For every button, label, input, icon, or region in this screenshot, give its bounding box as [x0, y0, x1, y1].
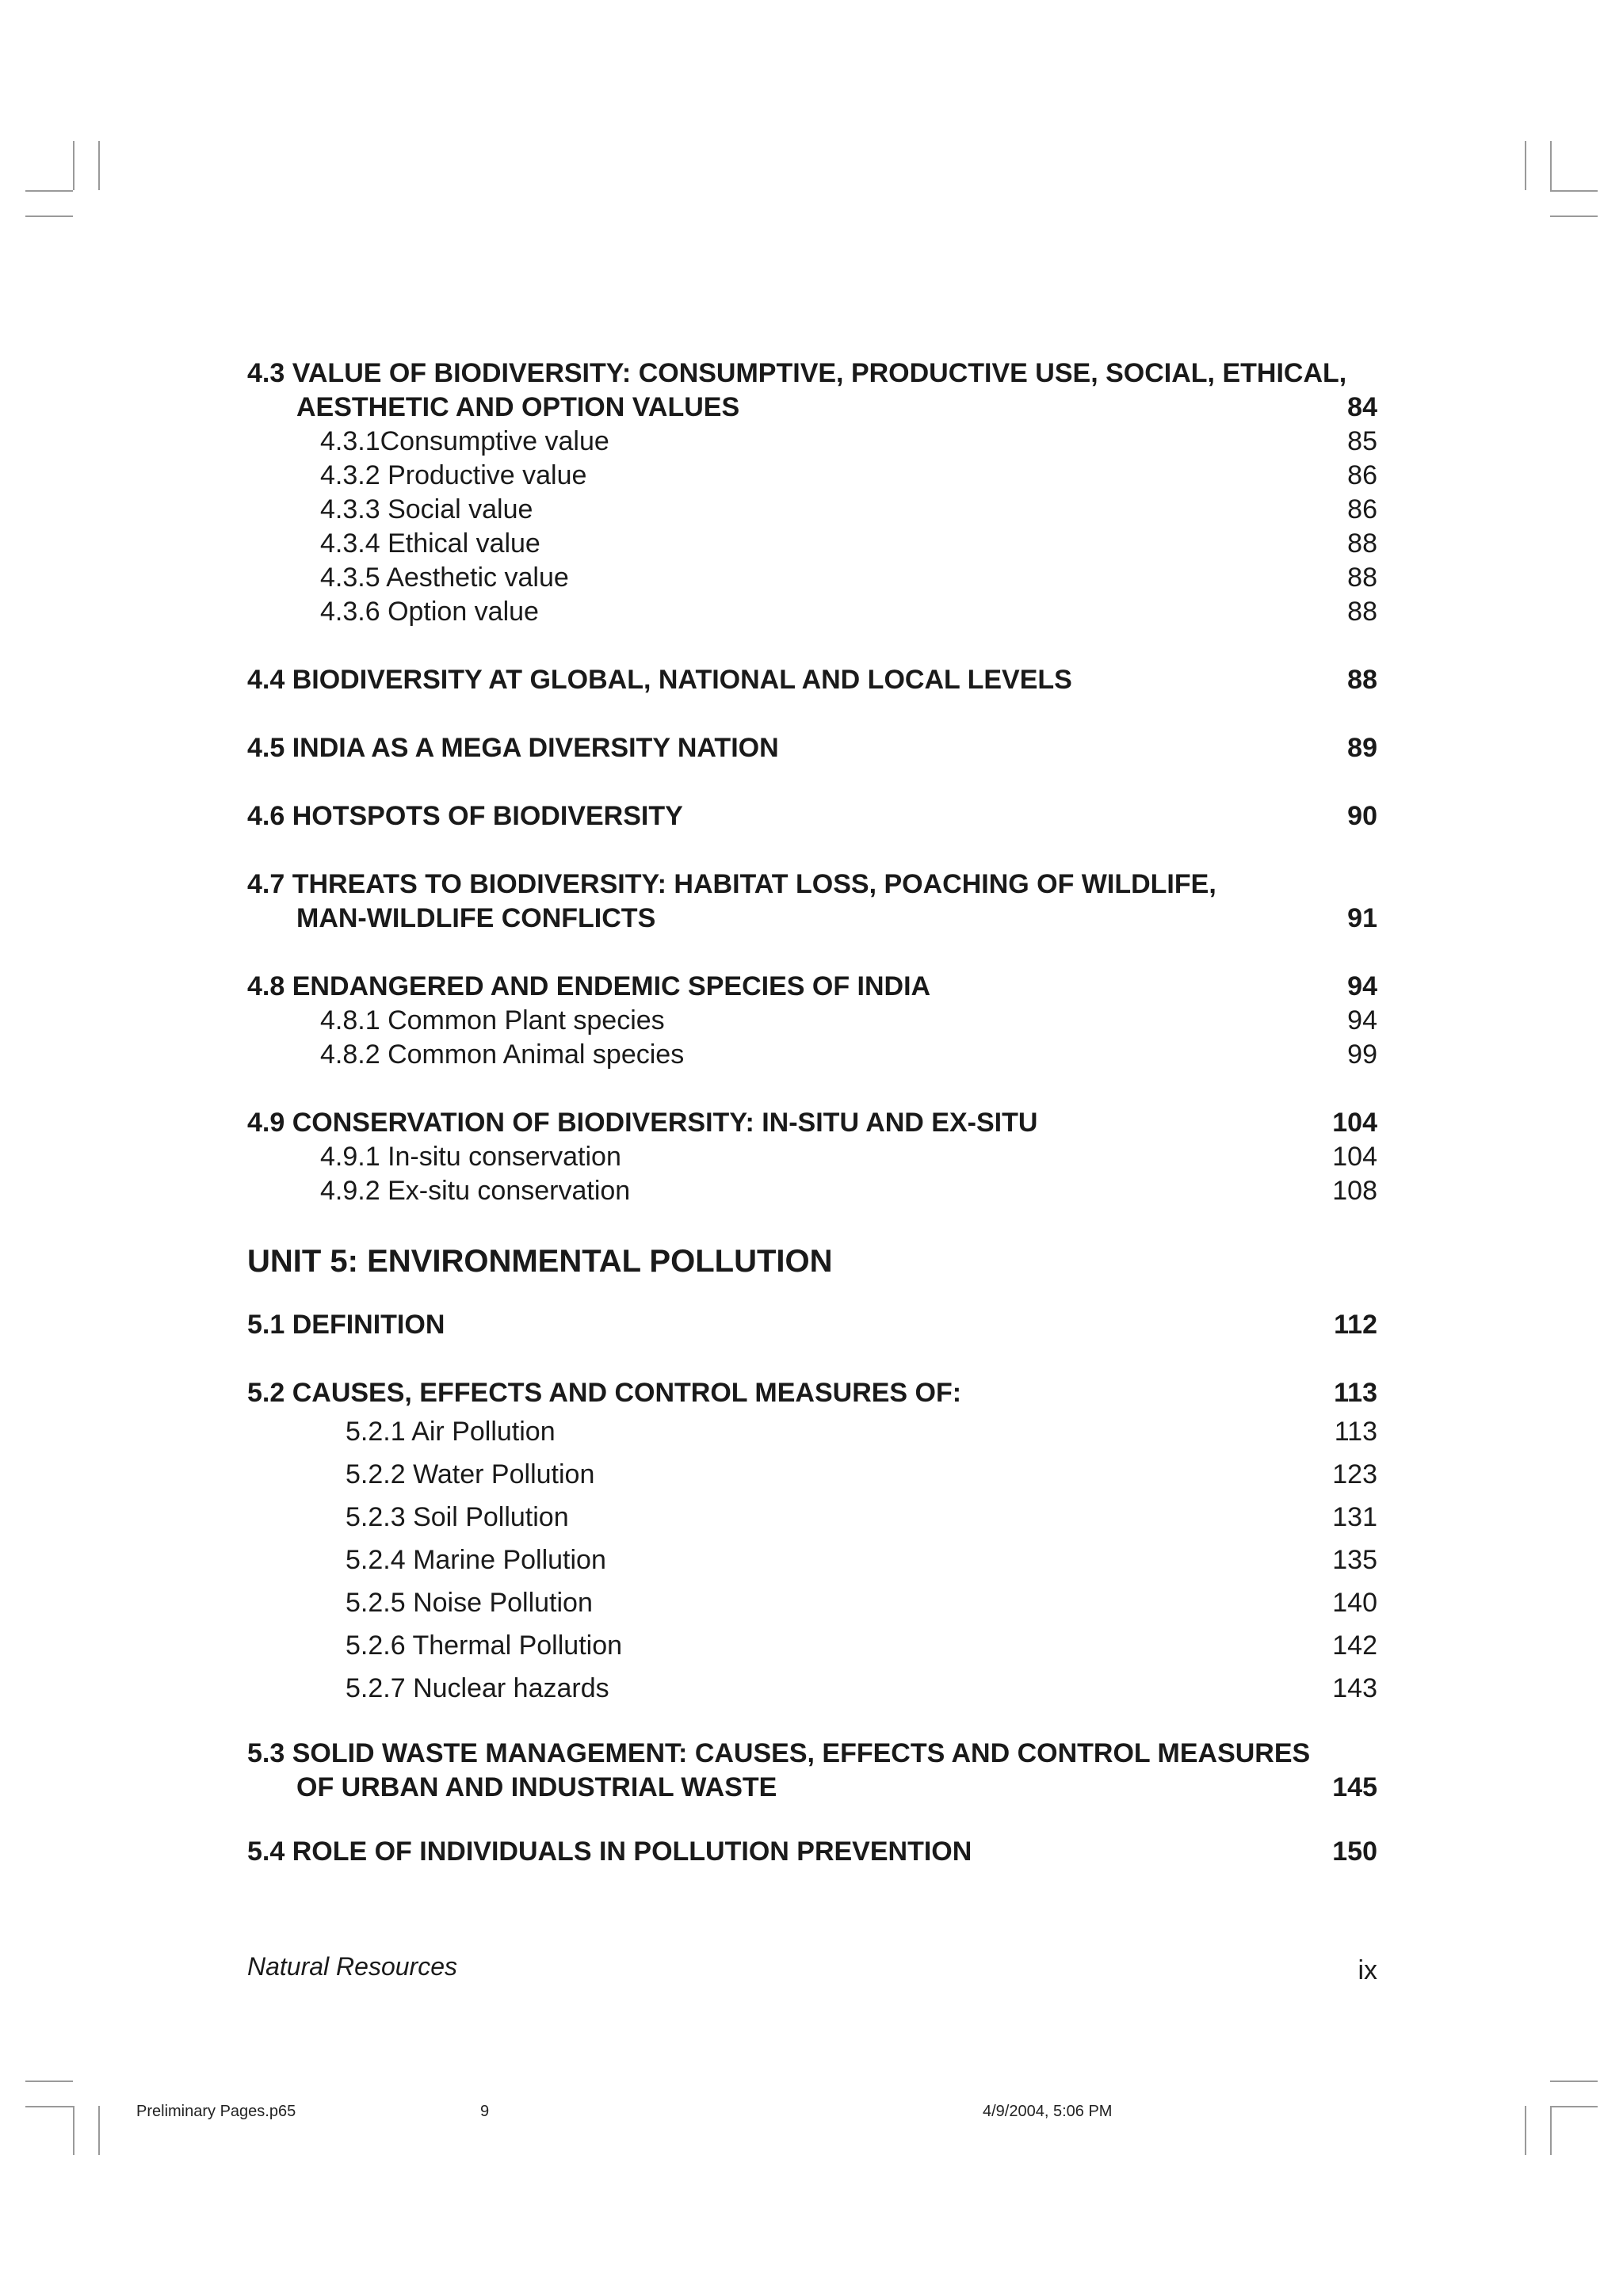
crop-mark	[25, 190, 73, 192]
page-number: 108	[1332, 1176, 1377, 1206]
crop-mark	[1550, 2081, 1598, 2082]
crop-mark	[1525, 141, 1526, 190]
crop-mark	[1550, 190, 1598, 192]
toc-item-4-3-4[interactable]: 4.3.4 Ethical value 88	[247, 527, 1377, 561]
spacer	[247, 765, 1377, 799]
toc-heading-4-7-line1[interactable]: 4.7 THREATS TO BIODIVERSITY: HABITAT LOSS, POACHING OF WILDLIFE,	[247, 869, 1216, 899]
toc-heading-4-7-line2[interactable]: MAN-WILDLIFE CONFLICTS 91	[247, 902, 1377, 936]
page-number: 143	[1332, 1673, 1377, 1703]
crop-mark	[1550, 2106, 1552, 2155]
crop-mark	[1550, 2106, 1598, 2107]
page-number: 85	[1347, 426, 1377, 456]
toc-heading-4-3-line1[interactable]: 4.3 VALUE OF BIODIVERSITY: CONSUMPTIVE, PRODUCTIVE USE, SOCIAL, ETHICAL,	[247, 358, 1347, 388]
toc-heading-4-9[interactable]: 4.9 CONSERVATION OF BIODIVERSITY: IN-SITU AND EX-SITU 104	[247, 1106, 1377, 1140]
folio-page-number: ix	[1358, 1955, 1377, 1985]
toc-item-5-2-3[interactable]: 5.2.3 Soil Pollution 131	[247, 1496, 1377, 1539]
toc-item-5-2-7[interactable]: 5.2.7 Nuclear hazards 143	[247, 1667, 1377, 1710]
page-number: 104	[1332, 1142, 1377, 1172]
crop-mark	[25, 2081, 73, 2082]
page-number: 86	[1347, 494, 1377, 524]
spacer	[247, 1805, 1377, 1835]
toc-item-4-8-2[interactable]: 4.8.2 Common Animal species 99	[247, 1038, 1377, 1072]
toc-heading-5-4[interactable]: 5.4 ROLE OF INDIVIDUALS IN POLLUTION PREVENTION 150	[247, 1835, 1377, 1869]
toc-heading-4-3-line2[interactable]: AESTHETIC AND OPTION VALUES 84	[247, 391, 1377, 425]
unit-title: UNIT 5: ENVIRONMENTAL POLLUTION	[247, 1244, 833, 1279]
toc-heading-4-6[interactable]: 4.6 HOTSPOTS OF BIODIVERSITY 90	[247, 799, 1377, 833]
toc-heading-4-4[interactable]: 4.4 BIODIVERSITY AT GLOBAL, NATIONAL AND LOCAL LEVELS 88	[247, 663, 1377, 697]
spacer	[247, 936, 1377, 970]
toc-item-4-3-5[interactable]: 4.3.5 Aesthetic value 88	[247, 561, 1377, 595]
crop-mark	[98, 141, 100, 190]
page-number: 88	[1347, 563, 1377, 593]
page-number: 86	[1347, 460, 1377, 490]
toc-heading-5-1[interactable]: 5.1 DEFINITION 112	[247, 1308, 1377, 1342]
page-number: 84	[1347, 392, 1377, 422]
toc-heading-5-3-line1[interactable]: 5.3 SOLID WASTE MANAGEMENT: CAUSES, EFFECTS AND CONTROL MEASURES	[247, 1738, 1311, 1768]
page-number: 99	[1347, 1039, 1377, 1070]
page-number: 142	[1332, 1630, 1377, 1661]
page-number: 112	[1334, 1310, 1377, 1340]
page-number: 150	[1332, 1836, 1377, 1867]
toc-heading-4-8[interactable]: 4.8 ENDANGERED AND ENDEMIC SPECIES OF INDIA 94	[247, 970, 1377, 1004]
slug-filename: Preliminary Pages.p65	[136, 2103, 296, 2120]
toc-item-4-8-1[interactable]: 4.8.1 Common Plant species 94	[247, 1004, 1377, 1038]
spacer	[247, 697, 1377, 731]
page-number: 135	[1332, 1545, 1377, 1575]
page-number: 88	[1347, 528, 1377, 559]
page-number: 145	[1332, 1772, 1377, 1802]
toc-item-5-2-1[interactable]: 5.2.1 Air Pollution 113	[247, 1410, 1377, 1453]
crop-mark	[73, 141, 74, 190]
page-number: 140	[1332, 1588, 1377, 1618]
table-of-contents	[247, 357, 1377, 1869]
crop-mark	[1525, 2106, 1526, 2155]
toc-item-5-2-2[interactable]: 5.2.2 Water Pollution 123	[247, 1453, 1377, 1496]
toc-item-4-3-3[interactable]: 4.3.3 Social value 86	[247, 493, 1377, 527]
crop-mark	[73, 2106, 74, 2155]
toc-heading-5-3-line2[interactable]: OF URBAN AND INDUSTRIAL WASTE 145	[247, 1771, 1377, 1805]
slug-sheet-number: 9	[480, 2103, 490, 2120]
toc-item-4-3-2[interactable]: 4.3.2 Productive value 86	[247, 459, 1377, 493]
spacer	[247, 1710, 1377, 1737]
page-number: 113	[1334, 1417, 1377, 1447]
toc-item-5-2-4[interactable]: 5.2.4 Marine Pollution 135	[247, 1539, 1377, 1581]
spacer	[247, 1342, 1377, 1376]
page-number: 88	[1347, 597, 1377, 627]
crop-mark	[1550, 215, 1598, 217]
spacer	[247, 629, 1377, 663]
page-number: 94	[1347, 971, 1377, 1001]
crop-mark	[98, 2106, 100, 2155]
page-number: 113	[1334, 1378, 1377, 1408]
page-number: 89	[1347, 733, 1377, 763]
crop-mark	[25, 215, 73, 217]
toc-item-4-3-6[interactable]: 4.3.6 Option value 88	[247, 595, 1377, 629]
toc-item-4-9-2[interactable]: 4.9.2 Ex-situ conservation 108	[247, 1174, 1377, 1208]
toc-heading-5-2[interactable]: 5.2 CAUSES, EFFECTS AND CONTROL MEASURES OF: 113	[247, 1376, 1377, 1410]
page-number: 91	[1347, 903, 1377, 933]
page-number: 123	[1332, 1459, 1377, 1489]
crop-mark	[25, 2106, 73, 2107]
toc-item-4-9-1[interactable]: 4.9.1 In-situ conservation 104	[247, 1140, 1377, 1174]
pollution-list	[247, 1410, 1377, 1710]
crop-mark	[1550, 141, 1552, 190]
page-number: 104	[1332, 1108, 1377, 1138]
page-number: 131	[1332, 1502, 1377, 1532]
toc-heading-4-5[interactable]: 4.5 INDIA AS A MEGA DIVERSITY NATION 89	[247, 731, 1377, 765]
toc-item-5-2-5[interactable]: 5.2.5 Noise Pollution 140	[247, 1581, 1377, 1624]
spacer	[247, 833, 1377, 868]
toc-item-4-3-1[interactable]: 4.3.1Consumptive value 85	[247, 425, 1377, 459]
page-number: 88	[1347, 665, 1377, 695]
page-number: 90	[1347, 801, 1377, 831]
toc-item-5-2-6[interactable]: 5.2.6 Thermal Pollution 142	[247, 1624, 1377, 1667]
page-number: 94	[1347, 1005, 1377, 1035]
running-footer-title: Natural Resources	[247, 1952, 457, 1981]
slug-timestamp: 4/9/2004, 5:06 PM	[983, 2103, 1113, 2120]
spacer	[247, 1072, 1377, 1106]
